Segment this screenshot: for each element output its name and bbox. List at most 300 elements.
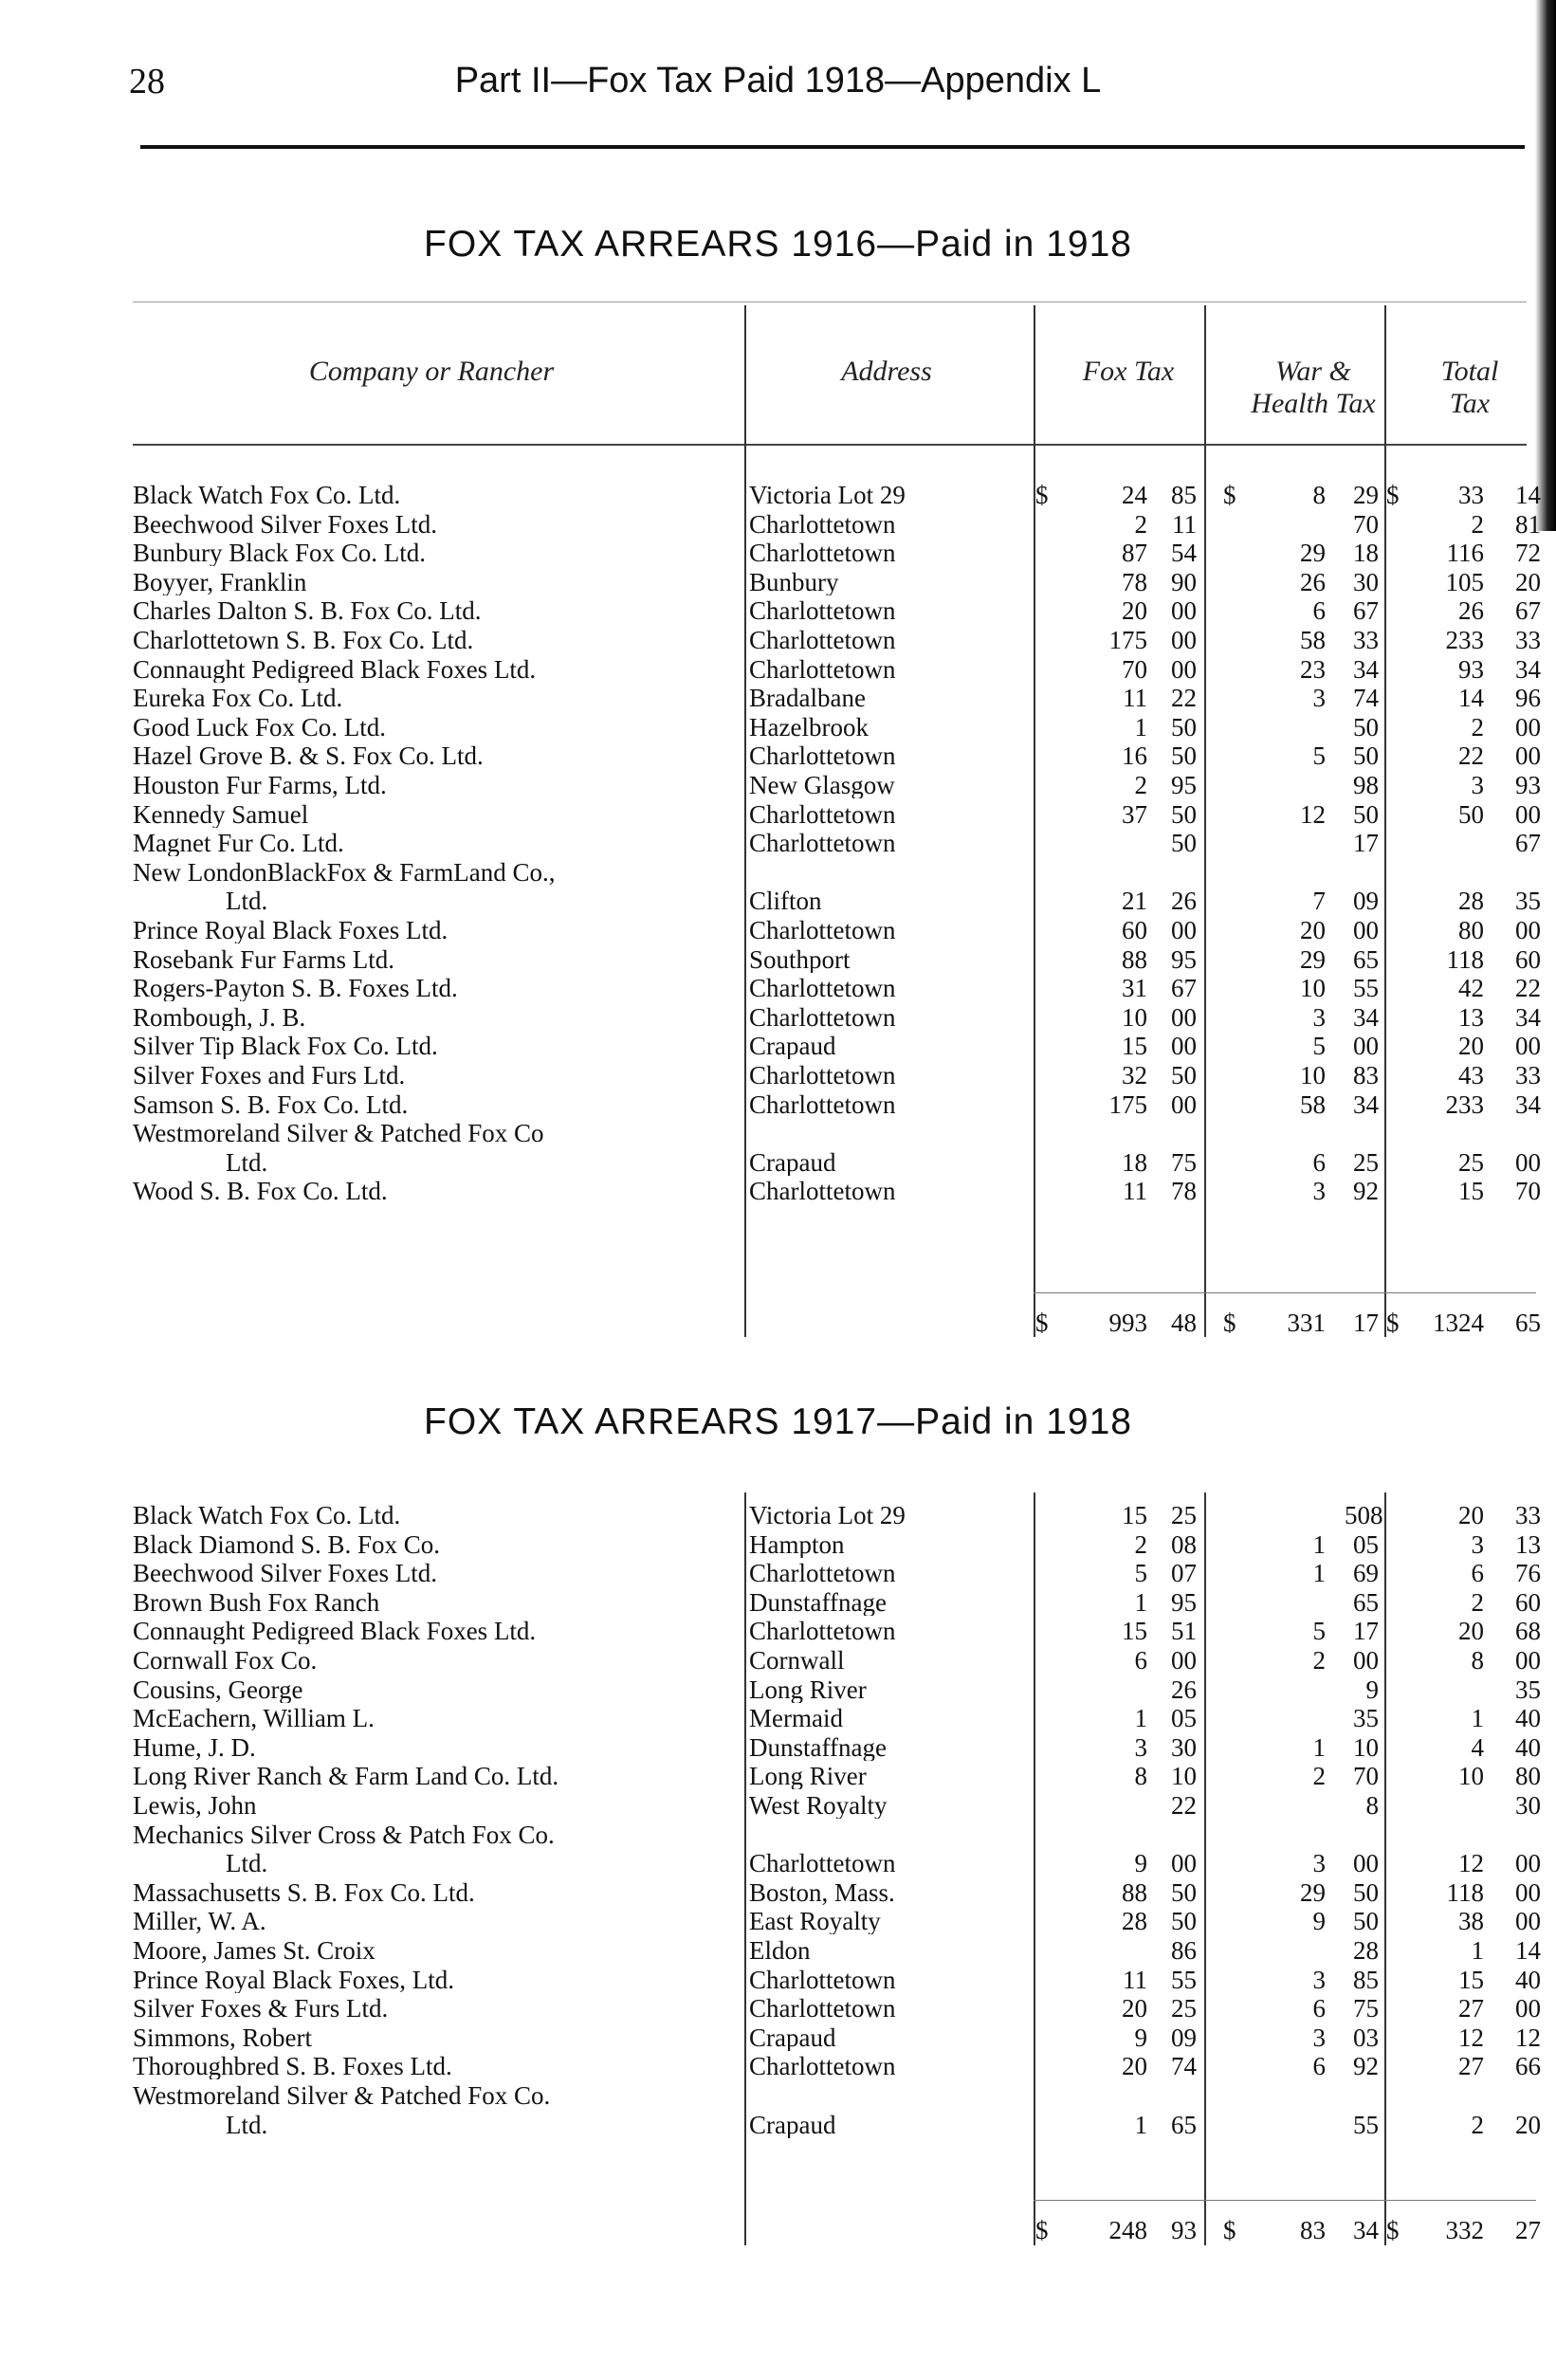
total-tax-dollars: 118	[1446, 944, 1484, 974]
table-row	[0, 1734, 1556, 1761]
company-name-text: Massachusetts S. B. Fox Co. Ltd.	[133, 1878, 475, 1906]
address-cell	[749, 2024, 1034, 2051]
war-tax-cents: 00	[1353, 1849, 1379, 1878]
address-cell	[749, 569, 1034, 595]
fox-tax-cents: 95	[1171, 1587, 1197, 1617]
table-row	[0, 569, 1556, 595]
war-tax-cents: 00	[1353, 1032, 1379, 1061]
total-tax-dollars: 27	[1458, 1994, 1484, 2023]
address-text: Charlottetown	[749, 917, 896, 943]
scan-edge-shadow	[1535, 0, 1556, 531]
war-tax-dollars: 1	[1312, 1559, 1326, 1588]
total-tax-dollars: 2	[1471, 2110, 1484, 2139]
fox-tax-dollars: 11	[1123, 1177, 1147, 1206]
war-tax-cents: 508	[1345, 1501, 1383, 1529]
table-row	[0, 772, 1556, 798]
col-war-health-2: Health Tax	[1251, 388, 1376, 419]
company-name	[133, 801, 735, 828]
war-tax-dollars: 58	[1300, 1089, 1326, 1119]
total-tax-cents: 33	[1515, 1061, 1541, 1089]
fox-tax-dollars: 20	[1122, 1994, 1147, 2023]
war-tax-dollars: 7	[1312, 887, 1326, 916]
address-text: East Royalty	[749, 1908, 881, 1935]
table-row	[0, 1967, 1556, 1993]
total-tax-cents: 34	[1515, 654, 1541, 684]
war-tax-cents: 69	[1353, 1559, 1379, 1588]
company-name	[133, 1822, 735, 1848]
fox-tax-dollars: 1	[1134, 712, 1147, 741]
company-name	[133, 742, 735, 769]
table-row	[0, 859, 1556, 886]
total-tax-grand-cents: 65	[1515, 1309, 1541, 1337]
fox-tax-dollars: 9	[1134, 1849, 1147, 1878]
company-name-text: Black Diamond S. B. Fox Co.	[133, 1530, 441, 1558]
war-tax-total-cents: 34	[1353, 2216, 1379, 2244]
company-name	[133, 1560, 735, 1586]
company-name-text: Boyyer, Franklin	[133, 568, 307, 595]
company-name	[133, 830, 735, 856]
address-text: Charlottetown	[749, 1995, 896, 2023]
total-tax-dollars: 15	[1458, 1965, 1484, 1994]
col-total-1: Total	[1440, 356, 1499, 387]
war-tax-total-cents: 17	[1353, 1309, 1379, 1337]
address-cell	[749, 1062, 1034, 1089]
address-text: West Royalty	[749, 1792, 888, 1819]
table-row	[0, 1995, 1556, 2022]
section1-column-rule-3	[1384, 305, 1386, 1337]
company-name-text: Lewis, John	[133, 1792, 257, 1819]
address-text: Southport	[749, 945, 851, 973]
table-row	[0, 1062, 1556, 1089]
col-address: Address	[841, 356, 932, 387]
fox-tax-dollars: 15	[1122, 1501, 1147, 1529]
war-tax-cents: 67	[1353, 596, 1379, 626]
company-name-text: Kennedy Samuel	[133, 800, 309, 828]
address-text: Charlottetown	[749, 540, 896, 567]
fox-tax-dollars: 1	[1134, 1587, 1147, 1617]
fox-tax-cents: 00	[1171, 654, 1197, 684]
address-text: Crapaud	[749, 2023, 836, 2051]
fox-tax-dollars: 9	[1134, 2023, 1147, 2052]
war-tax-dollars: 3	[1312, 1965, 1326, 1994]
fox-tax-cents: 10	[1171, 1762, 1197, 1791]
fox-tax-cents: 00	[1171, 1089, 1197, 1119]
total-tax-cents: 60	[1515, 1587, 1541, 1617]
fox-tax-cents: 00	[1171, 1849, 1197, 1878]
table-row	[0, 1647, 1556, 1674]
total-tax-dollars: 8	[1471, 1646, 1484, 1675]
fox-tax-cents: 74	[1171, 2052, 1197, 2081]
fox-tax-cents: 07	[1171, 1559, 1197, 1588]
company-name-text: Samson S. B. Fox Co. Ltd.	[133, 1090, 409, 1118]
war-tax-cents: 55	[1353, 974, 1379, 1003]
total-tax-dollars: 38	[1458, 1907, 1484, 1936]
address-text: Charlottetown	[749, 975, 896, 1002]
company-name	[133, 1705, 735, 1731]
address-cell	[749, 888, 1034, 914]
table-row	[0, 1120, 1556, 1146]
address-text: Charlottetown	[749, 830, 896, 857]
company-name	[133, 2053, 735, 2079]
company-name-text: Miller, W. A.	[133, 1908, 266, 1935]
address-text: Bunbury	[749, 568, 839, 595]
company-name-text: Rombough, J. B.	[133, 1003, 306, 1031]
company-name	[133, 1618, 735, 1644]
total-tax-cents: 00	[1515, 1032, 1541, 1061]
address-cell	[749, 1676, 1034, 1703]
fox-tax-dollars: 78	[1122, 567, 1147, 596]
total-tax-cents: 40	[1515, 1732, 1541, 1762]
total-tax-cents: 20	[1515, 567, 1541, 596]
address-text: Long River	[749, 1675, 867, 1703]
war-tax-cents: 28	[1353, 1936, 1379, 1965]
address-cell	[749, 714, 1034, 741]
total-tax-dollars: 6	[1471, 1559, 1484, 1588]
fox-tax-dollars: 11	[1123, 684, 1147, 713]
company-name-text: Cornwall Fox Co.	[133, 1647, 318, 1674]
company-name	[133, 1937, 735, 1964]
total-tax-cents: 35	[1515, 1675, 1541, 1704]
total-tax-dollars: 42	[1458, 974, 1484, 1003]
fox-tax-dollars: 60	[1122, 916, 1147, 944]
total-tax-cents: 96	[1515, 684, 1541, 713]
company-name-text: Black Watch Fox Co. Ltd.	[133, 482, 401, 508]
war-tax-cents: 75	[1353, 1994, 1379, 2023]
fox-tax-cents: 00	[1171, 626, 1197, 654]
column-header-bottom-rule	[133, 444, 1527, 446]
header-rule	[140, 145, 1525, 149]
section1-fox-first-currency: $	[1035, 481, 1049, 509]
table-row	[0, 1502, 1556, 1529]
war-tax-cents: 17	[1353, 1617, 1379, 1646]
war-tax-cents: 65	[1353, 1587, 1379, 1617]
total-tax-dollars: 20	[1458, 1501, 1484, 1529]
fox-tax-dollars: 31	[1122, 974, 1147, 1003]
total-tax-dollars: 13	[1458, 1002, 1484, 1032]
war-tax-dollars: 5	[1312, 1032, 1326, 1061]
table-row	[0, 1705, 1556, 1731]
fox-tax-cents: 85	[1171, 481, 1197, 509]
war-tax-cents: 10	[1353, 1732, 1379, 1762]
war-tax-cents: 85	[1353, 1965, 1379, 1994]
address-cell	[749, 656, 1034, 683]
company-name-text: Connaught Pedigreed Black Foxes Ltd.	[133, 655, 537, 683]
company-name-text: Beechwood Silver Foxes Ltd.	[133, 1560, 437, 1587]
war-tax-cents: 50	[1353, 1907, 1379, 1936]
address-text: Victoria Lot 29	[749, 1502, 906, 1529]
section2-column-rule-3	[1384, 1492, 1386, 2245]
tot-total-currency: $	[1386, 1309, 1400, 1337]
fox-tax-dollars: 5	[1134, 1559, 1147, 1588]
war-tax-cents: 70	[1353, 509, 1379, 539]
company-name-text: Westmoreland Silver & Patched Fox Co.	[133, 2081, 551, 2110]
war-tax-cents: 33	[1353, 626, 1379, 654]
fox-total-currency: $	[1035, 1309, 1049, 1337]
company-name-text: Rosebank Fur Farms Ltd.	[133, 945, 394, 973]
total-tax-cents: 40	[1515, 1704, 1541, 1733]
war-tax-cents: 17	[1353, 829, 1379, 858]
fox-tax-dollars: 20	[1122, 2052, 1147, 2081]
war-total-currency: $	[1223, 2216, 1236, 2244]
company-name-text: Moore, James St. Croix	[133, 1937, 375, 1964]
table-row	[0, 627, 1556, 653]
war-tax-cents: 74	[1353, 684, 1379, 713]
table-row	[0, 597, 1556, 624]
fox-tax-dollars: 87	[1122, 539, 1147, 568]
table-row	[0, 1531, 1556, 1558]
table-row	[0, 714, 1556, 741]
fox-tax-cents: 50	[1171, 1061, 1197, 1089]
war-tax-dollars: 10	[1300, 974, 1326, 1003]
section1-tot-first-currency: $	[1386, 481, 1400, 509]
fox-tax-dollars: 32	[1122, 1061, 1147, 1089]
company-name	[133, 1004, 735, 1031]
fox-tax-cents: 22	[1171, 684, 1197, 713]
total-tax-dollars: 1	[1471, 1936, 1484, 1965]
total-tax-cents: 12	[1515, 2023, 1541, 2052]
fox-tax-cents: 00	[1171, 1646, 1197, 1675]
fox-tax-cents: 50	[1171, 829, 1197, 858]
war-tax-cents: 9	[1365, 1675, 1379, 1704]
company-name	[133, 917, 735, 943]
table-row	[0, 1908, 1556, 1934]
table-row	[0, 975, 1556, 1001]
table-row	[0, 1618, 1556, 1644]
fox-tax-dollars: 70	[1122, 654, 1147, 684]
company-name	[133, 1967, 735, 1993]
table-row	[0, 801, 1556, 828]
section-1917-title: FOX TAX ARREARS 1917—Paid in 1918	[424, 1401, 1132, 1442]
fox-tax-total-cents: 48	[1171, 1309, 1197, 1337]
total-tax-cents: 00	[1515, 916, 1541, 944]
total-tax-grand-dollars: 332	[1445, 2216, 1484, 2244]
total-tax-dollars: 20	[1458, 1617, 1484, 1646]
fox-tax-cents: 00	[1171, 596, 1197, 626]
total-tax-cents: 76	[1515, 1559, 1541, 1588]
total-tax-dollars: 116	[1446, 539, 1484, 568]
company-name-text: Ltd.	[226, 2111, 268, 2138]
fox-tax-dollars: 24	[1122, 481, 1147, 509]
war-tax-dollars: 6	[1312, 1147, 1326, 1177]
address-text: Boston, Mass.	[749, 1878, 895, 1906]
total-tax-dollars: 22	[1458, 741, 1484, 771]
company-name	[226, 1149, 828, 1176]
war-tax-cents: 65	[1353, 944, 1379, 974]
table-row	[0, 656, 1556, 683]
company-name	[133, 1091, 735, 1118]
company-name-text: Bunbury Black Fox Co. Ltd.	[133, 540, 426, 567]
war-tax-cents: 18	[1353, 539, 1379, 568]
company-name-text: Houston Fur Farms, Ltd.	[133, 772, 387, 798]
total-tax-dollars: 10	[1458, 1762, 1484, 1791]
total-tax-cents: 20	[1515, 2110, 1541, 2139]
company-name-text: Ltd.	[226, 1148, 268, 1176]
war-tax-cents: 92	[1353, 1177, 1379, 1206]
war-tax-dollars: 12	[1300, 799, 1326, 829]
company-name	[133, 1879, 735, 1906]
war-tax-dollars: 29	[1300, 539, 1326, 568]
section2-column-rule-2	[1204, 1492, 1206, 2245]
fox-tax-dollars: 175	[1108, 1089, 1147, 1119]
section2-column-rule-1	[1034, 1492, 1035, 2245]
company-name	[133, 685, 735, 711]
company-name-text: Long River Ranch & Farm Land Co. Ltd.	[133, 1763, 559, 1790]
total-tax-dollars: 15	[1458, 1177, 1484, 1206]
company-name-text: Black Watch Fox Co. Ltd.	[133, 1502, 401, 1529]
fox-tax-dollars: 2	[1134, 771, 1147, 799]
company-name-text: New LondonBlackFox & FarmLand Co.,	[133, 857, 556, 887]
fox-tax-cents: 08	[1171, 1529, 1197, 1559]
fox-tax-dollars: 21	[1122, 887, 1147, 916]
address-cell	[749, 2053, 1034, 2079]
war-tax-cents: 50	[1353, 712, 1379, 741]
page-number: 28	[129, 62, 165, 101]
total-tax-dollars: 14	[1458, 684, 1484, 713]
address-text: Hazelbrook	[749, 713, 869, 741]
total-tax-cents: 80	[1515, 1762, 1541, 1791]
address-cell	[749, 2112, 1034, 2138]
war-tax-dollars: 5	[1312, 741, 1326, 771]
address-text: Dunstaffnage	[749, 1588, 887, 1616]
company-name	[133, 1995, 735, 2022]
address-text: Mermaid	[749, 1705, 843, 1732]
address-text: Long River	[749, 1763, 867, 1790]
total-tax-cents: 68	[1515, 1617, 1541, 1646]
fox-tax-cents: 67	[1171, 974, 1197, 1003]
total-tax-grand-cents: 27	[1515, 2216, 1541, 2244]
company-name-text: Beechwood Silver Foxes Ltd.	[133, 510, 437, 538]
war-tax-cents: 03	[1353, 2023, 1379, 2052]
war-tax-dollars: 2	[1312, 1762, 1326, 1791]
fox-tax-cents: 00	[1171, 1032, 1197, 1061]
address-cell	[749, 511, 1034, 538]
section-1916-title: FOX TAX ARREARS 1916—Paid in 1918	[424, 224, 1132, 265]
company-name	[133, 569, 735, 595]
table-row	[0, 540, 1556, 566]
fox-tax-cents: 86	[1171, 1936, 1197, 1965]
address-cell	[749, 627, 1034, 653]
fox-tax-dollars: 1	[1134, 1704, 1147, 1733]
war-tax-cents: 50	[1353, 1877, 1379, 1907]
fox-tax-dollars: 8	[1134, 1762, 1147, 1791]
war-tax-dollars: 3	[1312, 1002, 1326, 1032]
fox-tax-dollars: 11	[1123, 1965, 1147, 1994]
total-tax-dollars: 12	[1458, 2023, 1484, 2052]
company-name	[133, 946, 735, 973]
war-tax-cents: 25	[1353, 1147, 1379, 1177]
war-tax-dollars: 10	[1300, 1061, 1326, 1089]
total-tax-dollars: 4	[1471, 1732, 1484, 1762]
address-text: Hampton	[749, 1530, 845, 1558]
war-tax-dollars: 23	[1300, 654, 1326, 684]
fox-tax-cents: 54	[1171, 539, 1197, 568]
total-tax-dollars: 20	[1458, 1032, 1484, 1061]
war-tax-cents: 55	[1353, 2110, 1379, 2139]
war-tax-total-dollars: 83	[1300, 2216, 1326, 2244]
table-row	[0, 1822, 1556, 1848]
company-name	[133, 511, 735, 538]
total-tax-dollars: 2	[1471, 712, 1484, 741]
war-total-currency: $	[1223, 1309, 1236, 1337]
address-cell	[749, 742, 1034, 769]
total-tax-cents: 30	[1515, 1791, 1541, 1820]
war-tax-cents: 34	[1353, 654, 1379, 684]
company-name-text: Cousins, George	[133, 1675, 303, 1703]
company-name	[133, 1792, 735, 1819]
address-cell	[749, 1531, 1034, 1558]
address-text: Charlottetown	[749, 1003, 896, 1031]
address-text: Charlottetown	[749, 597, 896, 625]
company-name-text: Prince Royal Black Foxes Ltd.	[133, 917, 448, 943]
company-name	[226, 1850, 828, 1877]
war-tax-dollars: 9	[1312, 1907, 1326, 1936]
war-tax-cents: 83	[1353, 1061, 1379, 1089]
fox-tax-dollars: 16	[1122, 741, 1147, 771]
table-row	[0, 888, 1556, 914]
address-cell	[749, 597, 1034, 624]
address-text: Eldon	[749, 1937, 811, 1964]
address-cell	[749, 540, 1034, 566]
total-tax-cents: 33	[1515, 1501, 1541, 1529]
table-row	[0, 1792, 1556, 1819]
company-name-text: Mechanics Silver Cross & Patch Fox Co.	[133, 1820, 555, 1849]
war-tax-cents: 00	[1353, 916, 1379, 944]
section1-column-rule-0	[744, 305, 746, 1337]
total-tax-cents: 14	[1515, 1936, 1541, 1965]
address-cell	[749, 685, 1034, 711]
company-name	[133, 1531, 735, 1558]
company-name	[133, 1734, 735, 1761]
company-name-text: Charles Dalton S. B. Fox Co. Ltd.	[133, 597, 482, 625]
fox-tax-cents: 55	[1171, 1965, 1197, 1994]
address-text: Crapaud	[749, 1033, 836, 1060]
company-name	[133, 859, 735, 886]
address-text: Charlottetown	[749, 1850, 896, 1877]
address-text: Charlottetown	[749, 1178, 896, 1205]
address-cell	[749, 1879, 1034, 1906]
war-tax-dollars: 3	[1312, 1177, 1326, 1206]
total-tax-dollars: 80	[1458, 916, 1484, 944]
fox-tax-dollars: 20	[1122, 596, 1147, 626]
war-tax-dollars: 29	[1300, 944, 1326, 974]
war-tax-cents: 29	[1353, 481, 1379, 509]
fox-tax-dollars: 1	[1134, 2110, 1147, 2139]
war-tax-dollars: 26	[1300, 567, 1326, 596]
total-tax-dollars: 3	[1471, 1529, 1484, 1559]
total-tax-dollars: 93	[1458, 654, 1484, 684]
fox-tax-dollars: 175	[1108, 626, 1147, 654]
total-tax-dollars: 50	[1458, 799, 1484, 829]
fox-tax-cents: 00	[1171, 1002, 1197, 1032]
company-name	[133, 1763, 735, 1789]
total-tax-cents: 14	[1515, 481, 1541, 509]
address-cell	[749, 1705, 1034, 1731]
company-name-text: Ltd.	[226, 888, 268, 915]
total-tax-dollars: 33	[1458, 481, 1484, 509]
total-tax-cents: 13	[1515, 1529, 1541, 1559]
address-cell	[749, 917, 1034, 943]
table-row	[0, 946, 1556, 973]
company-name-text: Rogers-Payton S. B. Foxes Ltd.	[133, 975, 458, 1002]
total-tax-cents: 81	[1515, 509, 1541, 539]
fox-tax-cents: 11	[1172, 509, 1197, 539]
address-cell	[749, 1560, 1034, 1586]
address-text: Dunstaffnage	[749, 1733, 887, 1761]
table-row	[0, 1004, 1556, 1031]
fox-tax-cents: 25	[1171, 1501, 1197, 1529]
war-tax-dollars: 1	[1312, 1529, 1326, 1559]
fox-tax-cents: 90	[1171, 567, 1197, 596]
